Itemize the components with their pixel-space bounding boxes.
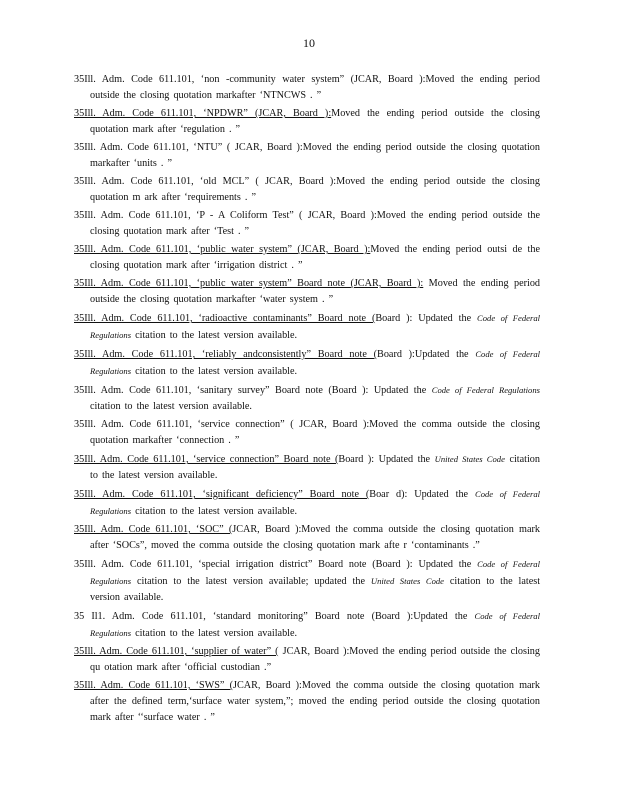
amendment-entry bbox=[74, 276, 540, 308]
amendment-entry bbox=[74, 608, 540, 642]
entry-text: 35Ill. Adm. Code 611.101, ‘sanitary survey” Board note (Board ): Updated the bbox=[74, 385, 432, 396]
amendment-entry bbox=[74, 678, 540, 726]
entry-text: Moved the ending period outside the closing quotation markafter ‘water system . ” bbox=[90, 278, 541, 305]
amendment-entry bbox=[74, 644, 540, 676]
amendment-entry bbox=[74, 451, 540, 484]
underlined-reference: 35Ill. Adm. Code 611.101, ‘service connection” Board note ( bbox=[74, 454, 339, 465]
underlined-reference: 35Ill. Adm. Code 611.101, ‘radioactive contaminants” Board note ( bbox=[74, 313, 376, 324]
entry-text: citation to the latest version available. bbox=[90, 576, 541, 603]
underlined-reference: 35Ill. Adm. Code 611.101, ‘reliably andconsistently” Board note ( bbox=[74, 349, 378, 360]
entry-text: citation to the latest version available; updated the bbox=[131, 576, 371, 587]
entry-text: citation to the latest version available. bbox=[131, 628, 298, 639]
entry-text: Board ): Updated the bbox=[375, 313, 477, 324]
underlined-reference: 35Ill. Adm. Code 611.101, ‘SOC” ( bbox=[74, 524, 233, 535]
underlined-reference: 35Ill. Adm. Code 611.101, ‘public water system” (JCAR, Board ): bbox=[74, 244, 371, 255]
entry-text: citation to the latest version available. bbox=[90, 401, 252, 412]
italic-citation: Code of Federal Regulations bbox=[90, 559, 540, 586]
entry-text: 35Ill. Adm. Code 611.101, ‘NTU” ( JCAR, Board ):Moved the ending period outside the closing quotation markafter ‘units . ” bbox=[74, 142, 540, 169]
italic-citation: United States Code bbox=[434, 454, 505, 464]
amendment-entry bbox=[74, 417, 540, 449]
amendment-entry bbox=[74, 522, 540, 554]
amendment-entry bbox=[74, 174, 540, 206]
italic-citation: Code of Federal Regulations bbox=[90, 611, 540, 638]
italic-citation: Code of Federal Regulations bbox=[90, 489, 540, 516]
italic-citation: Code of Federal Regulations bbox=[431, 385, 540, 395]
underlined-reference: 35Ill. Adm. Code 611.101, ‘public water system” Board note (JCAR, Board ): bbox=[74, 278, 424, 289]
amendment-entry bbox=[74, 556, 540, 606]
entry-list bbox=[74, 72, 540, 728]
entry-text: Board ):Updated the bbox=[377, 349, 476, 360]
entry-text: Moved the ending period outsi de the closing quotation mark after ‘irrigation district . ” bbox=[90, 244, 541, 271]
entry-text: Board ): Updated the bbox=[338, 454, 435, 465]
entry-text: Moved the ending period outside the closing quotation mark after ‘regulation . ” bbox=[90, 108, 540, 135]
entry-text: 35Ill. Adm. Code 611.101, ‘special irrigation district” Board note (Board ): Updated the bbox=[74, 559, 478, 570]
italic-citation: United States Code bbox=[370, 576, 444, 586]
underlined-reference: 35Ill. Adm. Code 611.101, ‘SWS” ( bbox=[74, 680, 233, 691]
amendment-entry bbox=[74, 140, 540, 172]
amendment-entry bbox=[74, 346, 540, 380]
underlined-reference: 35Ill. Adm. Code 611.101, ‘significant deficiency” Board note ( bbox=[74, 489, 370, 500]
amendment-entry bbox=[74, 242, 540, 274]
entry-text: 35Ill. Adm. Code 611.101, ‘P - A Coliform Test” ( JCAR, Board ):Moved the ending period outside the closing quotation mark after ‘Test . ” bbox=[74, 210, 540, 237]
entry-text: JCAR, Board ):Moved the comma outside the closing quotation mark after ‘SOCs”, moved the comma outside the closing quotation mark afte r ‘contaminants .” bbox=[90, 524, 540, 551]
italic-citation: Code of Federal Regulations bbox=[90, 349, 541, 376]
amendment-entry bbox=[74, 72, 540, 104]
underlined-reference: 35Ill. Adm. Code 611.101, ‘NPDWR” (JCAR, Board ): bbox=[74, 108, 332, 119]
amendment-entry bbox=[74, 208, 540, 240]
entry-text: 35Ill. Adm. Code 611.101, ‘non -community water system” (JCAR, Board ):Moved the ending period outside the closing quotation markafter ‘NTNCWS . ” bbox=[74, 74, 540, 101]
amendment-entry bbox=[74, 486, 540, 520]
entry-text: JCAR, Board ):Moved the ending period outside the closing qu otation mark after ‘official custodian .” bbox=[90, 646, 540, 673]
entry-text: JCAR, Board ):Moved the comma outside the closing quotation mark after the defined term,‘surface water system,”; moved the ending period outside the closing quotation mark after ‘‘surface water . ” bbox=[90, 680, 540, 723]
page-number: 10 bbox=[303, 36, 315, 50]
amendment-entry bbox=[74, 106, 540, 138]
entry-text: 35Ill. Adm. Code 611.101, ‘service connection” ( JCAR, Board ):Moved the comma outside the closing quotation markafter ‘connection . ” bbox=[74, 419, 540, 446]
entry-text: Boar d): Updated the bbox=[369, 489, 475, 500]
entry-text: 35 Il1. Adm. Code 611.101, ‘standard monitoring” Board note (Board ):Updated the bbox=[74, 611, 475, 622]
italic-citation: Code of Federal Regulations bbox=[90, 313, 541, 340]
underlined-reference: 35Ill. Adm. Code 611.101, ‘supplier of water” ( bbox=[74, 646, 279, 657]
entry-text: citation to the latest version available. bbox=[131, 506, 298, 517]
entry-text: citation to the latest version available. bbox=[90, 454, 540, 481]
entry-text: 35Ill. Adm. Code 611.101, ‘old MCL” ( JCAR, Board ):Moved the ending period outside the closing quotation m ark after ‘requirements . ” bbox=[74, 176, 540, 203]
amendment-entry bbox=[74, 310, 540, 344]
entry-text: citation to the latest version available. bbox=[131, 366, 298, 377]
amendment-entry bbox=[74, 382, 540, 415]
entry-text: citation to the latest version available. bbox=[131, 330, 298, 341]
